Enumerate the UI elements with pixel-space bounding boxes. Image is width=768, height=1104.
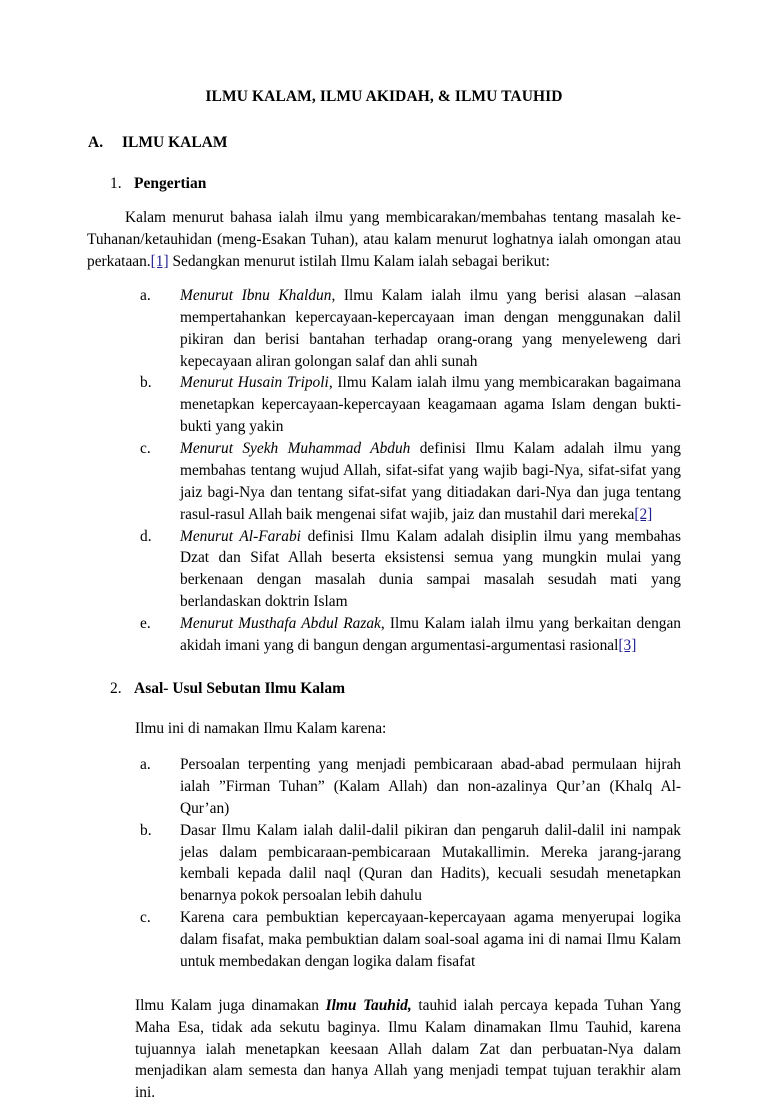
list-item-text xyxy=(180,613,681,657)
list-item-text xyxy=(180,372,681,438)
definition-body: definisi Ilmu Kalam adalah disiplin ilmu yang membahas Dzat dan Sifat Allah beserta eksistensi semua yang mungkin mulai yang berkenaan dengan masalah dunia sampai masalah sesudah mati yang berlandaskan doktrin Islam xyxy=(180,527,681,611)
pengertian-intro-paragraph xyxy=(87,207,681,273)
definition-source: Menurut Syekh Muhammad Abduh xyxy=(180,440,411,458)
footnote-link-3[interactable]: [3] xyxy=(618,636,637,654)
definition-source: Menurut Ibnu Khaldun xyxy=(180,286,332,304)
list-item-text: Persoalan terpenting yang menjadi pembicaraan abad-abad permulaan hijrah ialah ”Firman Tuhan” (Kalam Allah) dan non-azalinya Qur’an (Khalq Al-Qur’an) xyxy=(180,756,681,817)
definition-body: , Ilmu Kalam ialah ilmu yang berisi alasan –alasan mempertahankan kepercayaan-kepercayaan iman dengan menggunakan dalil pikiran dan berisi bantahan terhadap orang-orang yang menyeleweng dari kepecayaan aliran golongan salaf dan ahli sunah xyxy=(180,286,681,370)
subsection-heading-2 xyxy=(110,679,681,698)
pengertian-intro-text-2: Sedangkan menurut istilah Ilmu Kalam ialah sebagai berikut: xyxy=(168,253,550,271)
list-marker: b. xyxy=(140,821,152,839)
definition-source: Menurut Al-Farabi xyxy=(180,527,301,545)
list-marker: b. xyxy=(140,374,152,392)
list-item xyxy=(87,438,681,526)
closing-text-1: Ilmu Kalam juga dinamakan xyxy=(135,996,326,1014)
definition-body: , Ilmu Kalam ialah ilmu yang membicarakan bagaimana menetapkan kepercayaan-kepercayaan keagamaan agama Islam dengan bukti-bukti yang yakin xyxy=(180,374,681,436)
list-marker: a. xyxy=(140,286,151,304)
reasons-list xyxy=(87,754,681,973)
subsection-marker-1: 1. xyxy=(110,174,122,192)
asal-usul-intro-paragraph: Ilmu ini di namakan Ilmu Kalam karena: xyxy=(135,720,387,738)
footnote-link-2[interactable]: [2] xyxy=(634,505,653,523)
list-item xyxy=(87,820,681,908)
subsection-label-1: Pengertian xyxy=(134,174,207,192)
list-marker: c. xyxy=(140,440,151,458)
list-item-text xyxy=(180,526,681,614)
list-marker: e. xyxy=(140,615,151,633)
pengertian-intro-text: Kalam menurut bahasa ialah ilmu yang membicarakan/membahas tentang masalah ke-Tuhanan/ketauhidan (meng-Esakan Tuhan), atau kalam menurut loghatnya ialah omongan atau perkataan. xyxy=(87,209,681,271)
section-heading-a xyxy=(88,133,681,152)
section-marker-a: A. xyxy=(88,133,104,151)
closing-paragraph xyxy=(135,995,681,1104)
footnote-link-1[interactable]: [1] xyxy=(150,253,169,271)
list-marker: a. xyxy=(140,756,151,774)
list-item-text xyxy=(180,438,681,526)
list-marker: c. xyxy=(140,909,151,927)
subsection-heading-1 xyxy=(110,174,681,193)
list-item-text xyxy=(180,285,681,373)
list-item xyxy=(87,907,681,973)
definition-source: Menurut Husain Tripoli xyxy=(180,374,329,392)
list-marker: d. xyxy=(140,527,152,545)
definition-body: definisi Ilmu Kalam adalah ilmu yang membahas tentang wujud Allah, sifat-sifat yang wajib bagi-Nya, sifat-sifat yang jaiz bagi-Nya dan tentang sifat-sifat yang ditiadakan dari-Nya dan juga tentang rasul-rasul Allah baik mengenai sifat wajib, jaiz dan mustahil dari mereka xyxy=(180,440,681,523)
list-item xyxy=(87,372,681,438)
document-title: ILMU KALAM, ILMU AKIDAH, & ILMU TAUHID xyxy=(205,88,563,105)
subsection-label-2: Asal- Usul Sebutan Ilmu Kalam xyxy=(134,679,346,697)
definition-source: Menurut Musthafa Abdul Razak xyxy=(180,615,381,633)
list-item xyxy=(87,754,681,820)
closing-emphasis: Ilmu Tauhid, xyxy=(325,996,412,1014)
subsection-marker-2: 2. xyxy=(110,679,122,697)
list-item-text: Dasar Ilmu Kalam ialah dalil-dalil pikiran dan pengaruh dalil-dalil ini nampak jelas dalam pembicaraan-pembicaraan Mutakallimin. Mereka jarang-jarang kembali kepada dalil naql (Quran dan Hadits), kecuali sesudah menetapkan benarnya pokok persoalan lebih dahulu xyxy=(180,821,681,905)
list-item xyxy=(87,613,681,657)
closing-text-2: tauhid ialah percaya kepada Tuhan Yang Maha Esa, tidak ada sekutu baginya. Ilmu Kalam dinamakan Ilmu Tauhid, karena tujuannya ialah menetapkan keesaan Allah dalam Zat dan perbuatan-Nya dalam menjadikan alam semesta dan hanya Allah yang menjadi tempat tujuan terakhir alam ini. xyxy=(135,996,682,1102)
definition-body: , Ilmu Kalam ialah ilmu yang berkaitan dengan akidah imani yang di bangun dengan argumentasi-argumentasi rasional xyxy=(180,615,681,654)
definitions-list xyxy=(87,285,681,657)
list-item xyxy=(87,285,681,373)
list-item-text: Karena cara pembuktian kepercayaan-kepercayaan agama menyerupai logika dalam fisafat, maka pembuktian dalam soal-soal agama ini di namai Ilmu Kalam untuk membedakan dengan logika dalam fisafat xyxy=(180,909,681,970)
section-label-a: ILMU KALAM xyxy=(122,133,228,151)
list-item xyxy=(87,526,681,614)
